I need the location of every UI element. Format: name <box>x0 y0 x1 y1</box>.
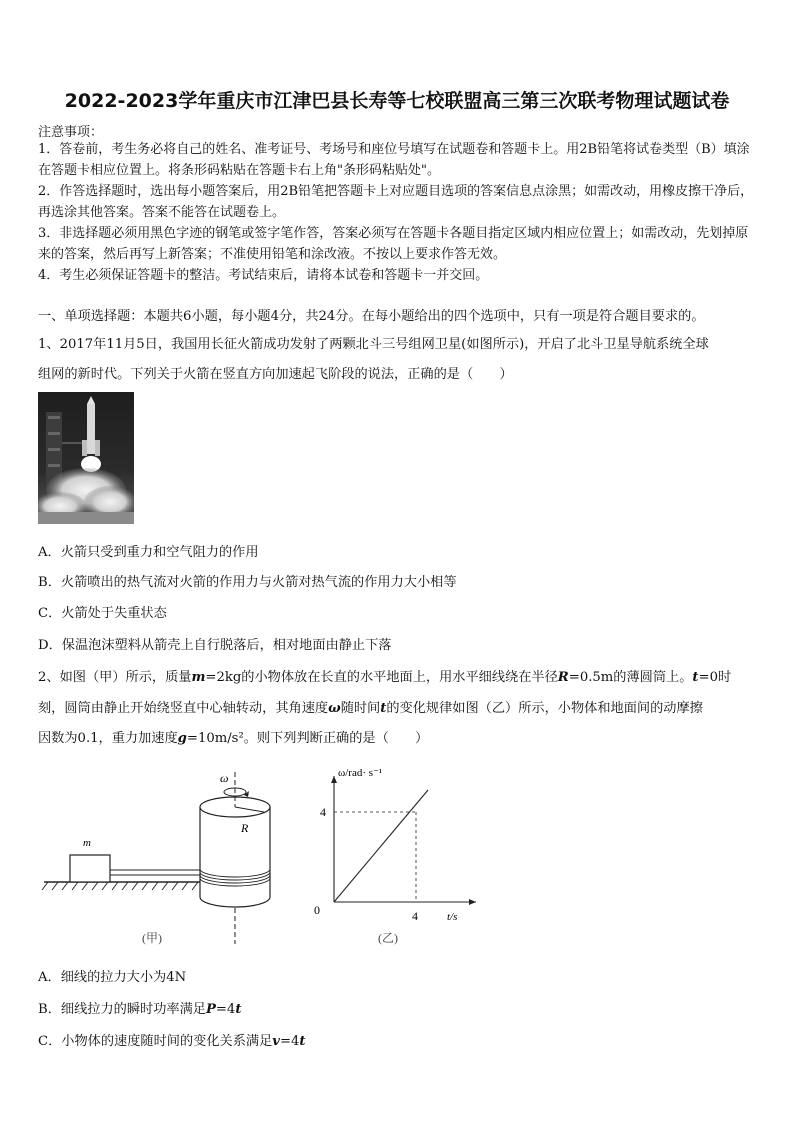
figure-jia <box>42 771 270 945</box>
figure-yi <box>314 767 476 945</box>
note-3: 3．非选择题必须用黑色字迹的钢笔或签字笔作答，答案必须写在答题卡各题目指定区域内相应位置上；如需改动，先划掉原来的答案，然后再写上新答案；不准使用铅笔和涂改液。不按以上要求作答无效。 <box>38 226 749 262</box>
yi-xlabel: t/s <box>447 911 458 923</box>
yi-ylabel: ω/rad· s⁻¹ <box>338 767 383 779</box>
q2-stem-line1: 2、如图（甲）所示，质量m=2kg的小物体放在长直的水平地面上，用水平细线绕在半径R=0.5m的薄圆筒上。t=0时 <box>38 670 732 685</box>
q1-option-b[interactable]: B．火箭喷出的热气流对火箭的作用力与火箭对热气流的作用力大小相等 <box>38 575 457 590</box>
q2-option-c[interactable]: C．小物体的速度随时间的变化关系满足v=4t <box>38 1034 306 1049</box>
q1-option-d[interactable]: D．保温泡沫塑料从箭壳上自行脱落后，相对地面由静止下落 <box>38 638 392 653</box>
page-title: 2022-2023学年重庆市江津巴县长寿等七校联盟高三第三次联考物理试题试卷 <box>64 90 730 112</box>
rocket-launch-photo <box>38 392 134 524</box>
block-m <box>70 855 110 882</box>
q2-option-b[interactable]: B．细线拉力的瞬时功率满足P=4t <box>38 1002 242 1017</box>
yi-xtick: 4 <box>412 909 418 923</box>
omega-t-line <box>334 790 428 902</box>
caption-jia: (甲) <box>142 931 162 945</box>
q2-stem-line3: 因数为0.1，重力加速度g=10m/s²。则下列判断正确的是（ ） <box>38 731 429 746</box>
label-m: m <box>83 837 91 849</box>
caption-yi: (乙) <box>378 931 398 945</box>
section-heading: 一、单项选择题：本题共6小题，每小题4分，共24分。在每小题给出的四个选项中，只有一项是符合题目要求的。 <box>38 309 705 324</box>
label-omega: ω <box>220 771 229 785</box>
note-4: 4．考生必须保证答题卡的整洁。考试结束后，请将本试卷和答题卡一并交回。 <box>38 268 489 283</box>
notes-heading: 注意事项： <box>38 125 104 140</box>
note-1: 1．答卷前，考生务必将自己的姓名、准考证号、考场号和座位号填写在试题卷和答题卡上。用2B铅笔将试卷类型（B）填涂在答题卡相应位置上。将条形码粘贴在答题卡右上角"条形码粘贴处"。 <box>38 142 750 178</box>
label-R: R <box>241 821 249 835</box>
q1-stem-line2: 组网的新时代。下列关于火箭在竖直方向加速起飞阶段的说法，正确的是（ ） <box>38 367 513 382</box>
yi-origin: 0 <box>314 903 320 917</box>
q1-stem-line1: 1、2017年11月5日，我国用长征火箭成功发射了两颗北斗三号组网卫星(如图所示)，开启了北斗卫星导航系统全球 <box>38 337 709 352</box>
q2-option-a[interactable]: A．细线的拉力大小为4N <box>38 970 187 985</box>
q2-stem-line2: 刻，圆筒由静止开始绕竖直中心轴转动，其角速度ω随时间t的变化规律如图（乙）所示，小物体和地面间的动摩擦 <box>38 701 703 716</box>
note-2: 2．作答选择题时，选出每小题答案后，用2B铅笔把答题卡上对应题目选项的答案信息点涂黑；如需改动，用橡皮擦干净后，再选涂其他答案。答案不能答在试题卷上。 <box>38 184 754 220</box>
q1-option-a[interactable]: A．火箭只受到重力和空气阻力的作用 <box>38 545 259 560</box>
q1-option-c[interactable]: C．火箭处于失重状态 <box>38 606 167 621</box>
yi-ytick: 4 <box>320 805 326 819</box>
q2-figure <box>38 762 478 952</box>
